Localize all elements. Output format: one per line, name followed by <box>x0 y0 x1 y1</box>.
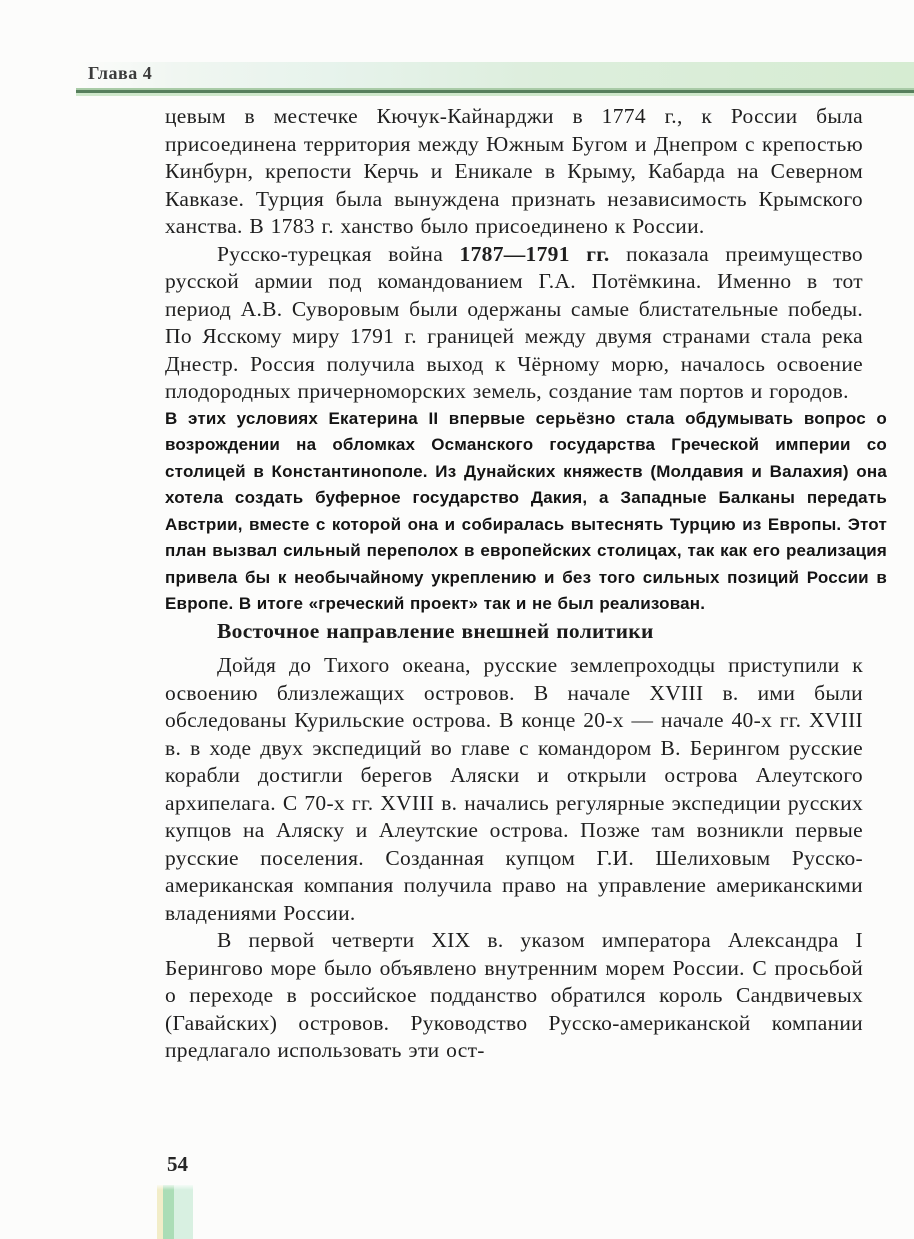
paragraph-pacific-exploration: Дойдя до Тихого океана, русские землепроходцы приступили к освоению близлежащих островов. В начале XVIII в. ими были обследованы Курильские острова. В конце 20-х — начале 40-х гг. XVIII в. в ходе двух экспедиций во главе с командором В. Берингом русские корабли достигли берегов Аляски и открыли острова Алеутского архипелага. С 70-х гг. XVIII в. начались регулярные экспедиции русских купцов на Аляску и Алеутские острова. Позже там возникли первые русские поселения. Созданная купцом Г.И. Шелиховым Русско-американская компания получила право на управление американскими владениями России. <box>165 653 863 925</box>
inset-note-greek-project: В этих условиях Екатерина II впервые серьёзно стала обдумывать вопрос о возрождении на обломках Османского государства Греческой империи со столицей в Константинополе. Из Дунайских княжеств (Молдавия и Валахия) она хотела создать буферное государство Дакия, а Западные Балканы передать Австрии, вместе с которой она и собиралась вытеснять Турцию из Европы. Этот план вызвал сильный переполох в европейских столицах, так как его реализация привела бы к необычайному укреплению и без того сильных позиций России в Европе. В итоге «греческий проект» так и не был реализован. <box>165 408 887 613</box>
chapter-header-band <box>76 62 914 88</box>
chapter-header-rule <box>76 88 914 96</box>
paragraph-continuation: цевым в местечке Кючук-Кайнарджи в 1774 г., к России была присоединена территория между Южным Бугом и Днепром с крепостью Кинбурн, крепости Керчь и Еникале в Крыму, Кабарда на Северном Кавказе. Турция была вынуждена признать независимость Крымского ханства. В 1783 г. ханство было присоединено к России. <box>165 104 863 238</box>
page-number: 54 <box>167 1152 188 1176</box>
chapter-label: Глава 4 <box>88 63 153 83</box>
body-text-column <box>165 103 887 1065</box>
paragraph-bering-sea: В первой четверти XIX в. указом императора Александра I Берингово море было объявлено внутренним морем России. С просьбой о переходе в российское подданство обратился король Сандвичевых (Гавайских) островов. Руководство Русско-американской компании предлагало использовать эти ост- <box>165 928 863 1062</box>
bookmark-ribbon <box>157 1185 193 1239</box>
section-heading: Восточное направление внешней политики <box>217 618 654 643</box>
paragraph-text-after: показала преимущество русской армии под командованием Г.А. Потёмкина. Именно в тот период А.В. Суворовым были одержаны самые блистательные победы. По Ясскому миру 1791 г. границей между двумя странами стала река Днестр. Россия получила выход к Чёрному морю, началось освоение плодородных причерноморских земель, создание там портов и городов. <box>165 241 863 403</box>
war-years-bold: 1787—1791 гг. <box>459 241 610 266</box>
paragraph-text-before: Русско-турецкая война <box>217 241 460 266</box>
paragraph-russo-turkish-war <box>165 241 863 406</box>
